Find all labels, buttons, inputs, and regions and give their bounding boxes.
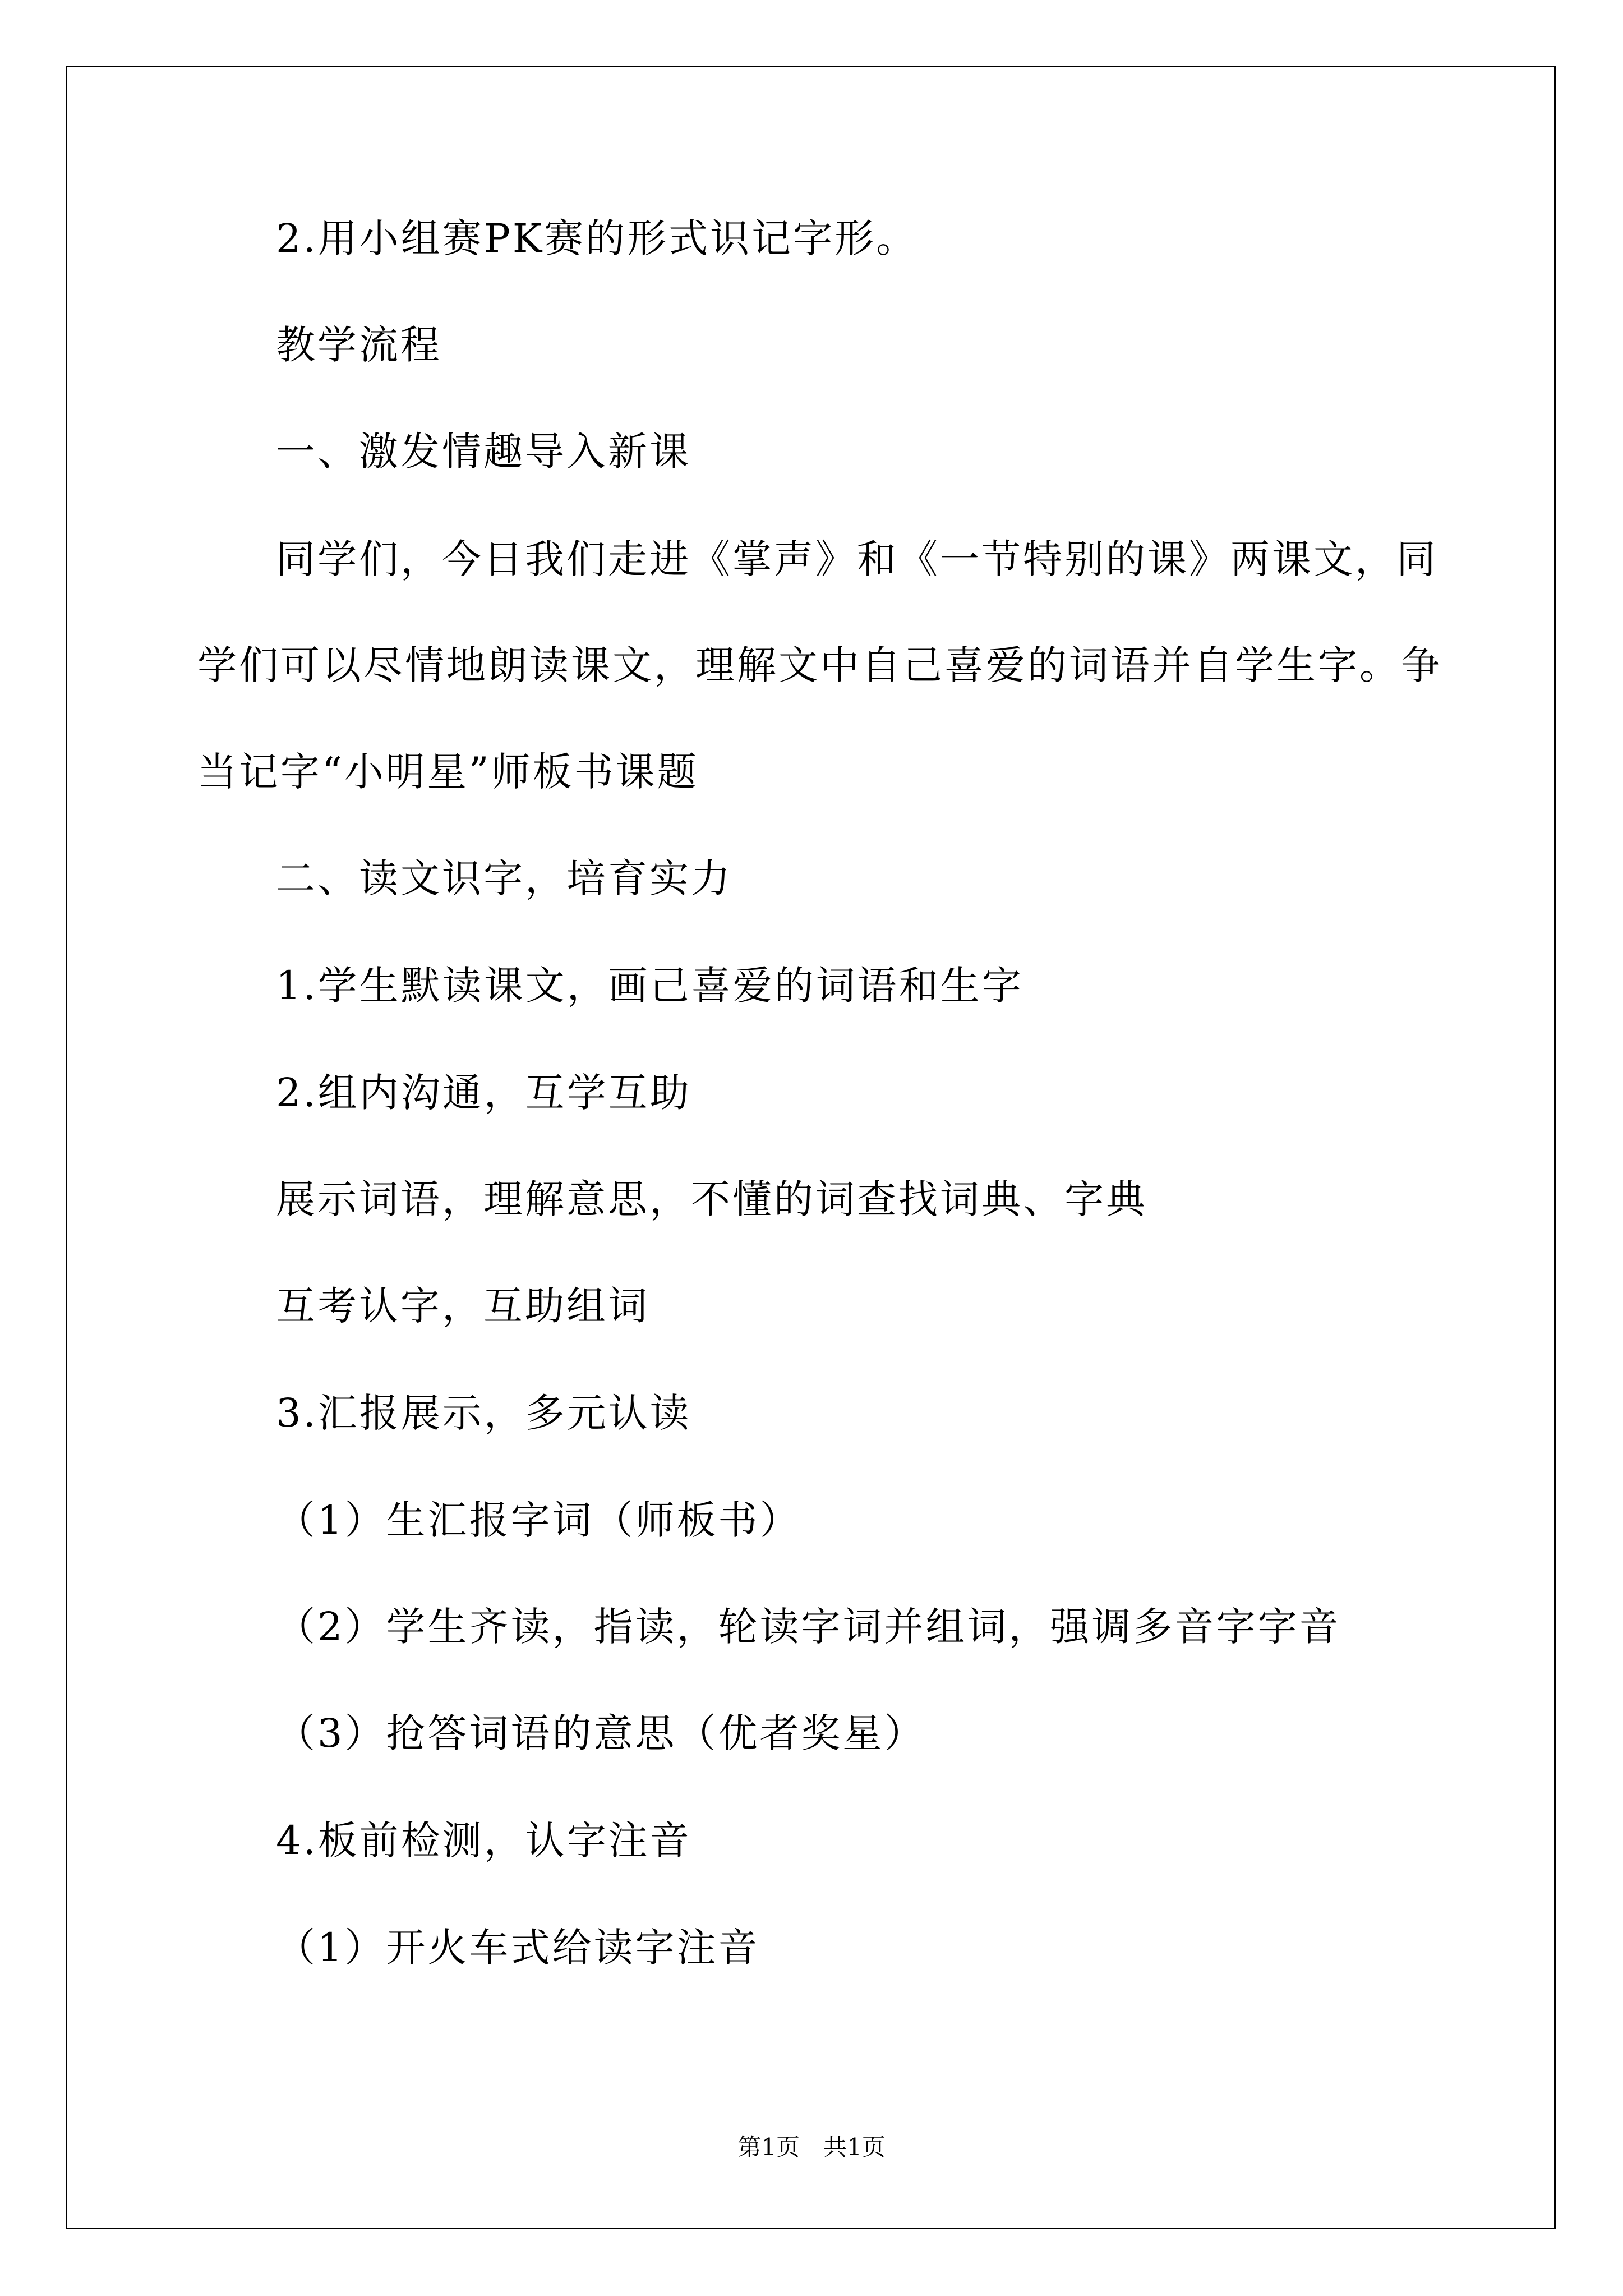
section-heading: 一、激发情趣导入新课 [276,429,691,475]
paragraph-line: 展示词语，理解意思，不懂的词查找词典、字典 [276,1176,1147,1222]
section-heading: 教学流程 [276,322,442,368]
paragraph-line: 1.学生默读课文，画己喜爱的词语和生字 [276,963,1023,1009]
paragraph-line: 互考认字，互助组词 [276,1283,649,1329]
paragraph-line: 同学们，今日我们走进《掌声》和《一节特别的课》两课文，同 [276,536,1438,582]
paragraph-line: 3.汇报展示，多元认读 [276,1390,691,1436]
page-border [66,66,1556,2229]
paragraph-line: 4.板前检测，认字注音 [276,1818,691,1864]
paragraph-line: 当记字“小明星”师板书课题 [197,749,699,795]
section-heading: 二、读文识字，培育实力 [276,855,732,901]
paragraph-line: （2）学生齐读，指读，轮读字词并组词，强调多音字字音 [276,1604,1341,1650]
paragraph-line: 2.用小组赛PK赛的形式识记字形。 [276,215,918,261]
paragraph-line: （1）生汇报字词（师板书） [276,1497,801,1543]
paragraph-line: 2.组内沟通，互学互助 [276,1070,691,1116]
page-footer: 第1页 共1页 [737,2133,886,2161]
paragraph-line: （1）开火车式给读字注音 [276,1925,760,1971]
paragraph-line: 学们可以尽情地朗读课文，理解文中自己喜爱的词语并自学生字。争 [197,642,1442,688]
paragraph-line: （3）抢答词语的意思（优者奖星） [276,1710,926,1756]
